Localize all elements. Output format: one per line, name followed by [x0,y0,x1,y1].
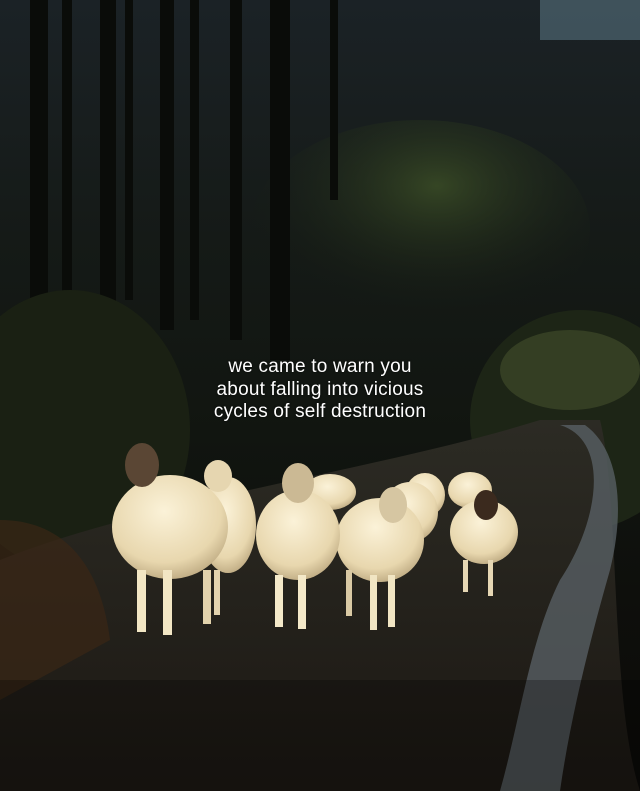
caption-line: cycles of self destruction [213,401,427,422]
vignette-bottom [0,680,640,791]
caption-line: we came to warn you [228,356,412,377]
sky-patch [540,0,640,40]
meme-caption [0,356,640,424]
caption-line: about falling into vicious [216,378,424,400]
canopy-light [250,120,590,340]
